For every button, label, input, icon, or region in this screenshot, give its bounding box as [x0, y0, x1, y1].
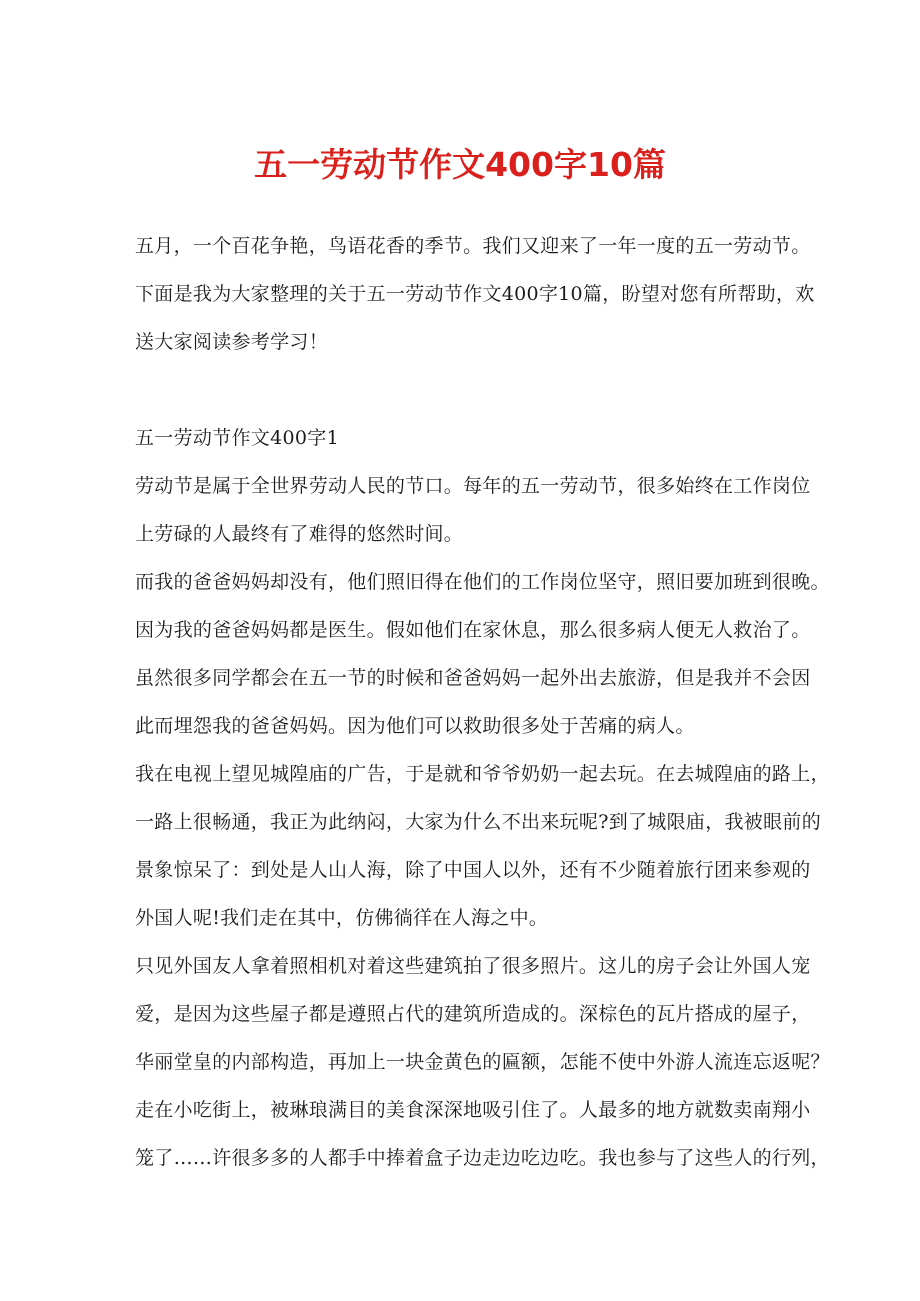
essay-line: 只见外国友人拿着照相机对着这些建筑拍了很多照片。这儿的房子会让外国人宠	[135, 955, 811, 977]
essay-line: 外国人呢!我们走在其中，仿佛徜徉在人海之中。	[135, 907, 549, 929]
essay-line: 我在电视上望见城隍庙的广告，于是就和爷爷奶奶一起去玩。在去城隍庙的路上，	[135, 763, 830, 785]
intro-line: 送大家阅读参考学习！	[135, 331, 329, 353]
essay-line: 劳动节是属于全世界劳动人民的节口。每年的五一劳动节，很多始终在工作岗位	[135, 475, 811, 497]
essay-body	[135, 462, 830, 1182]
essay-line: 因为我的爸爸妈妈都是医生。假如他们在家休息，那么很多病人便无人救治了。	[135, 619, 811, 641]
essay-line: 爱，是因为这些屋子都是遵照占代的建筑所造成的。深棕色的瓦片搭成的屋子，	[135, 1003, 811, 1025]
essay-line: 上劳碌的人最终有了难得的悠然时间。	[135, 523, 464, 545]
essay-line: 而我的爸爸妈妈却没有，他们照旧得在他们的工作岗位坚守，照旧要加班到很晚。	[135, 571, 830, 593]
section-heading	[135, 414, 800, 462]
essay-line: 笼了……许很多多的人都手中捧着盒子边走边吃边吃。我也参与了这些人的行列，	[135, 1147, 830, 1169]
intro-line: 五月，一个百花争艳，鸟语花香的季节。我们又迎来了一年一度的五一劳动节。	[135, 235, 811, 257]
section-heading-text: 五一劳动节作文400字1	[135, 427, 339, 449]
document-title: 五一劳动节作文400字10篇	[254, 145, 666, 184]
intro-paragraph	[135, 222, 815, 366]
essay-line: 虽然很多同学都会在五一节的时候和爸爸妈妈一起外出去旅游，但是我并不会因	[135, 667, 811, 689]
essay-line: 走在小吃街上，被琳琅满目的美食深深地吸引住了。人最多的地方就数卖南翔小	[135, 1099, 811, 1121]
essay-line: 此而埋怨我的爸爸妈妈。因为他们可以救助很多处于苦痛的病人。	[135, 715, 695, 737]
essay-line: 景象惊呆了：到处是人山人海，除了中国人以外，还有不少随着旅行团来参观的	[135, 859, 811, 881]
essay-line: 一路上很畅通，我正为此纳闷，大家为什么不出来玩呢?到了城限庙，我被眼前的	[135, 811, 821, 833]
essay-line: 华丽堂皇的内部构造，再加上一块金黄色的匾额，怎能不使中外游人流连忘返呢？	[135, 1051, 830, 1073]
intro-line: 下面是我为大家整理的关于五一劳动节作文400字10篇，盼望对您有所帮助，欢	[135, 283, 815, 305]
